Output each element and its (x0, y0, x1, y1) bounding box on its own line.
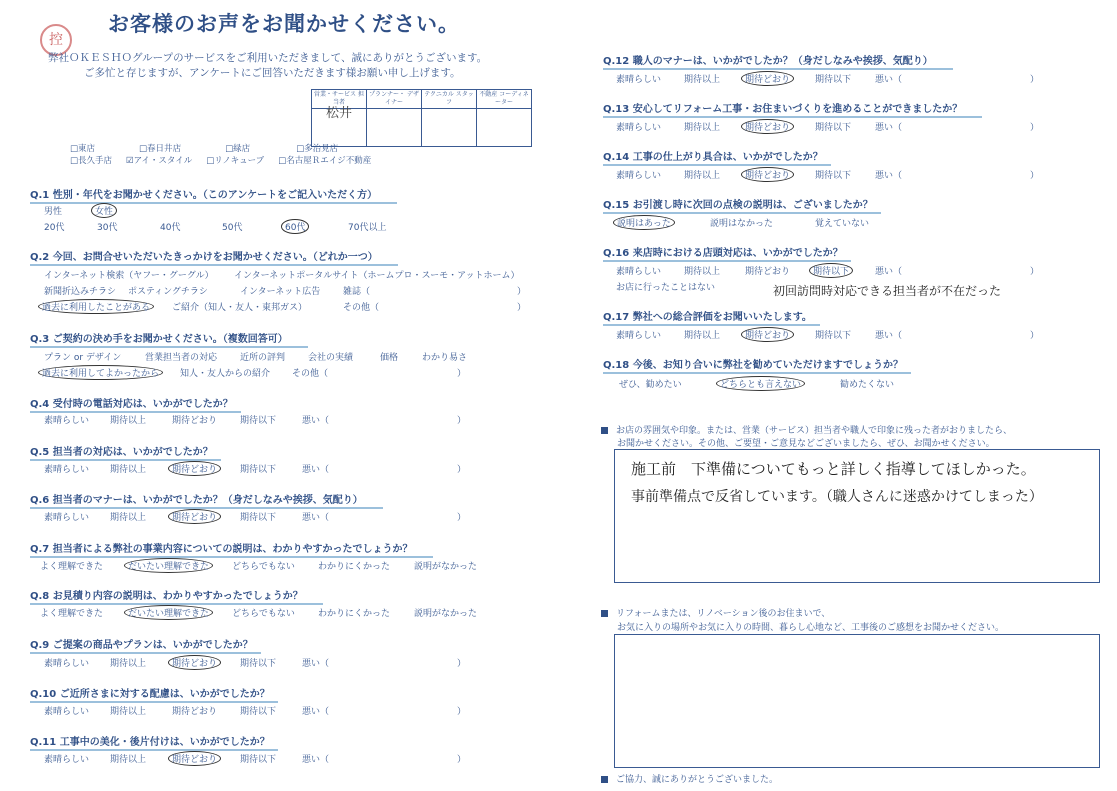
explain-option[interactable]: わかりにくかった (318, 562, 391, 572)
rating-option[interactable]: 期待以上 (110, 755, 147, 765)
question-4: Q.4 受付時の電話対応は、いかがでしたか？ (30, 395, 233, 410)
after-renovation-comment-box[interactable] (614, 634, 1100, 768)
close-paren: ） (517, 303, 527, 313)
option-reason[interactable]: プラン or デザイン (44, 353, 122, 363)
rating-option[interactable]: 期待以上 (110, 513, 147, 523)
rating-option[interactable]: 素晴らしい (44, 416, 90, 426)
question-13: Q.13 安心してリフォーム工事・お住まいづくりを進めることができましたか？ (603, 100, 962, 115)
rating-option[interactable]: 悪い（ (302, 707, 330, 717)
rating-option[interactable]: 期待以上 (684, 267, 721, 277)
question-3: Q.3 ご契約の決め手をお聞かせください。（複数回答可） (30, 330, 288, 345)
question-9: Q.9 ご提案の商品やプランは、いかがでしたか？ (30, 636, 253, 651)
close-paren: ） (517, 287, 527, 297)
intro-line-2: ご多忙と存じますが、アンケートにご回答いただきます様お願い申し上げます。 (84, 67, 461, 79)
option-reason[interactable]: 近所の評判 (240, 353, 286, 363)
staff-header-planner: プランナー・ デザイナー (367, 90, 422, 109)
question-1: Q.1 性別・年代をお聞かせください。（このアンケートをご記入いただく方） (30, 186, 377, 201)
option-age[interactable]: 30代 (97, 223, 118, 233)
store-option[interactable]: □春日井店 (139, 144, 182, 154)
rating-option[interactable]: 期待以下 (815, 123, 852, 133)
close-paren: ） (457, 707, 467, 717)
explain-option[interactable]: どちらでもない (232, 609, 295, 619)
option-recommend-circled[interactable]: どちらとも言えない (716, 376, 805, 391)
option-reason[interactable]: 価格 (380, 353, 399, 363)
seal-text: 控 (49, 32, 63, 48)
option-source[interactable]: ポスティングチラシ (128, 287, 208, 297)
question-14: Q.14 工事の仕上がり具合は、いかがでしたか？ (603, 148, 823, 163)
rating-option[interactable]: 期待以下 (815, 75, 852, 85)
explain-option[interactable]: よく理解できた (40, 562, 104, 572)
rating-option[interactable]: 素晴らしい (616, 75, 662, 85)
store-option[interactable]: □長久手店 (70, 156, 113, 166)
rating-option-circled[interactable]: 期待どおり (741, 71, 794, 86)
rating-option[interactable]: 素晴らしい (44, 755, 90, 765)
close-paren: ） (457, 369, 467, 379)
after-label-2: お気に入りの場所やお気に入りの時間、暮らし心地など、工事後のご感想をお聞かせください。 (617, 623, 1005, 633)
rating-option-circled[interactable]: 期待どおり (168, 655, 221, 670)
rating-option[interactable]: 期待以上 (110, 465, 147, 475)
rating-option[interactable]: 悪い（ (302, 465, 330, 475)
option-source[interactable]: インターネットポータルサイト（ホームプロ・スーモ・アットホーム） (234, 271, 520, 281)
square-bullet-icon (601, 427, 608, 434)
rating-option[interactable]: 期待以下 (240, 465, 277, 475)
option-reason[interactable]: その他（ (292, 369, 329, 379)
intro-line-1: 弊社ＯＫＥＳＨＯグループのサービスをご利用いただきまして、誠にありがとうございます。 (48, 52, 488, 64)
explain-option-circled[interactable]: だいたい理解できた (124, 605, 213, 620)
question-11: Q.11 工事中の美化・後片付けは、いかがでしたか？ (30, 733, 270, 748)
option-never-visited[interactable]: お店に行ったことはない (616, 283, 716, 293)
staff-planner-name[interactable] (367, 109, 422, 147)
close-paren: ） (457, 755, 467, 765)
explain-option[interactable]: 説明がなかった (414, 609, 478, 619)
question-10: Q.10 ご近所さまに対する配慮は、いかがでしたか？ (30, 685, 270, 700)
rating-option[interactable]: 期待以下 (815, 331, 852, 341)
rating-option[interactable]: 素晴らしい (616, 123, 662, 133)
option-inspection[interactable]: 覚えていない (815, 219, 870, 229)
rating-option-circled[interactable]: 期待どおり (741, 167, 794, 182)
rating-option[interactable]: 悪い（ (302, 659, 330, 669)
impression-label-1: お店の雰囲気や印象。または、営業（サービス）担当者や職人で印象に残った者がおりましたら、 (601, 423, 1012, 436)
store-option[interactable]: □東店 (70, 144, 96, 154)
rating-option[interactable]: 悪い（ (302, 416, 330, 426)
rating-option-circled[interactable]: 期待どおり (741, 119, 794, 134)
staff-header-realestate: 不動産 コーディネーター (477, 90, 532, 109)
close-paren: ） (457, 416, 467, 426)
rating-option[interactable]: 期待以下 (240, 659, 277, 669)
rating-option-circled[interactable]: 期待どおり (168, 509, 221, 524)
option-reason-circled[interactable]: 過去に利用してよかったから (38, 365, 163, 380)
rating-option[interactable]: 期待以下 (240, 416, 277, 426)
q16-handwritten-comment: 初回訪問時対応できる担当者が不在だった (773, 284, 1002, 298)
rating-option[interactable]: 素晴らしい (44, 707, 90, 717)
option-source[interactable]: その他（ (343, 303, 380, 313)
option-source[interactable]: ご紹介（知人・友人・東邦ガス） (172, 303, 308, 313)
rating-option[interactable]: 素晴らしい (616, 331, 662, 341)
comment-line-1: 施工前 下準備についてもっと詳しく指導してほしかった。 (631, 460, 1036, 478)
square-bullet-icon (601, 610, 608, 617)
square-bullet-icon (601, 776, 608, 783)
option-male[interactable]: 男性 (44, 207, 63, 217)
close-paren: ） (1030, 75, 1040, 85)
rating-option-circled[interactable]: 期待どおり (168, 751, 221, 766)
option-recommend[interactable]: ぜひ、勧めたい (619, 380, 682, 390)
staff-sales-name[interactable]: 松井 (312, 109, 367, 147)
rating-option[interactable]: 期待以上 (110, 659, 147, 669)
question-5: Q.5 担当者の対応は、いかがでしたか？ (30, 443, 213, 458)
rating-option-circled[interactable]: 期待どおり (741, 327, 794, 342)
rating-option[interactable]: 期待以上 (110, 707, 147, 717)
rating-option[interactable]: 悪い（ (875, 171, 903, 181)
rating-option-circled[interactable]: 期待どおり (168, 461, 221, 476)
close-paren: ） (1030, 171, 1040, 181)
staff-realestate-name[interactable] (477, 109, 532, 147)
option-female-circled[interactable]: 女性 (91, 203, 117, 218)
page-title: お客様のお声をお聞かせください。 (108, 12, 460, 36)
rating-option[interactable]: 素晴らしい (44, 465, 90, 475)
impression-comment-box[interactable] (614, 449, 1100, 583)
explain-option-circled[interactable]: だいたい理解できた (124, 558, 213, 573)
question-2: Q.2 今回、お問合せいただいたきっかけをお聞かせください。（どれか一つ） (30, 248, 378, 263)
question-17: Q.17 弊社への総合評価をお聞いいたします。 (603, 308, 812, 323)
rating-option[interactable]: 素晴らしい (44, 659, 90, 669)
staff-table (311, 89, 532, 147)
question-8: Q.8 お見積り内容の説明は、わかりやすかったでしょうか？ (30, 587, 303, 602)
close-paren: ） (1030, 267, 1040, 277)
option-source[interactable]: 新聞折込みチラシ (44, 287, 117, 297)
after-label-1: リフォームまたは、リノベーション後のお住まいで、 (601, 606, 830, 619)
option-reason[interactable]: わかり易さ (422, 353, 468, 363)
option-age-circled[interactable]: 60代 (281, 219, 309, 234)
rating-option[interactable]: 期待以上 (110, 416, 147, 426)
option-age[interactable]: 40代 (160, 223, 181, 233)
rating-option[interactable]: 期待どおり (172, 707, 218, 717)
store-option[interactable]: ☑アイ・スタイル (126, 156, 193, 166)
option-reason[interactable]: 営業担当者の対応 (145, 353, 218, 363)
close-paren: ） (1030, 123, 1040, 133)
question-7: Q.7 担当者による弊社の事業内容についての説明は、わかりやすかったでしょうか？ (30, 540, 413, 555)
rating-option[interactable]: 期待以下 (240, 707, 277, 717)
rating-option[interactable]: 素晴らしい (44, 513, 90, 523)
option-reason[interactable]: 会社の実績 (308, 353, 354, 363)
rating-option[interactable]: 悪い（ (875, 123, 903, 133)
rating-option[interactable]: 期待以上 (684, 171, 721, 181)
rating-option[interactable]: 期待以下 (240, 513, 277, 523)
option-inspection[interactable]: 説明はなかった (710, 219, 774, 229)
rating-option[interactable]: 期待どおり (745, 267, 791, 277)
rating-option[interactable]: 期待以上 (684, 123, 721, 133)
question-16: Q.16 来店時における店頭対応は、いかがでしたか？ (603, 244, 843, 259)
rating-option-circled[interactable]: 期待以下 (809, 263, 853, 278)
question-12: Q.12 職人のマナーは、いかがでしたか？（身だしなみや挨拶、気配り） (603, 52, 933, 67)
rating-option[interactable]: 期待以上 (684, 75, 721, 85)
staff-header-technical: テクニカル スタッフ (422, 90, 477, 109)
rating-option[interactable]: 悪い（ (302, 513, 330, 523)
rating-option[interactable]: 悪い（ (302, 755, 330, 765)
option-age[interactable]: 50代 (222, 223, 243, 233)
comment-line-2: 事前準備点で反省しています。（職人さんに迷惑かけてしまった） (631, 489, 1043, 505)
explain-option[interactable]: よく理解できた (40, 609, 104, 619)
rating-option[interactable]: 期待以上 (684, 331, 721, 341)
option-source[interactable]: 雑誌（ (343, 287, 371, 297)
staff-header-sales: 営業・サービス 担当者 (312, 90, 367, 109)
rating-option[interactable]: 悪い（ (875, 75, 903, 85)
question-18: Q.18 今後、お知り合いに弊社を勧めていただけますでしょうか？ (603, 356, 903, 371)
option-source[interactable]: インターネット広告 (240, 287, 321, 297)
option-age[interactable]: 20代 (44, 223, 65, 233)
option-age[interactable]: 70代以上 (348, 223, 387, 233)
option-recommend[interactable]: 勧めたくない (840, 380, 895, 390)
question-6: Q.6 担当者のマナーは、いかがでしたか？（身だしなみや挨拶、気配り） (30, 491, 363, 506)
option-source-circled[interactable]: 過去に利用したことがある (38, 299, 154, 314)
rating-option[interactable]: 悪い（ (875, 331, 903, 341)
close-paren: ） (457, 513, 467, 523)
explain-option[interactable]: 説明がなかった (414, 562, 478, 572)
store-option[interactable]: □リノキューブ (206, 156, 265, 166)
store-option[interactable]: □多治見店 (296, 144, 339, 154)
store-option[interactable]: □名古屋Ｒエイジ不動産 (278, 156, 372, 166)
close-paren: ） (457, 659, 467, 669)
close-paren: ） (457, 465, 467, 475)
rating-option[interactable]: 期待どおり (172, 416, 218, 426)
rating-option[interactable]: 素晴らしい (616, 171, 662, 181)
impression-label-2: お聞かせください。その他、ご要望・ご意見などございましたら、ぜひ、お聞かせください。 (617, 439, 995, 449)
option-inspection-circled[interactable]: 説明はあった (613, 215, 675, 230)
thanks-note: ご協力、誠にありがとうございました。 (601, 772, 778, 785)
rating-option[interactable]: 期待以下 (815, 171, 852, 181)
staff-technical-name[interactable] (422, 109, 477, 147)
question-15: Q.15 お引渡し時に次回の点検の説明は、ございましたか？ (603, 196, 873, 211)
store-option[interactable]: □緑店 (225, 144, 251, 154)
close-paren: ） (1030, 331, 1040, 341)
option-source[interactable]: インターネット検索（ヤフー・グーグル） (44, 271, 214, 281)
rating-option[interactable]: 素晴らしい (616, 267, 662, 277)
explain-option[interactable]: どちらでもない (232, 562, 295, 572)
rating-option[interactable]: 悪い（ (875, 267, 903, 277)
explain-option[interactable]: わかりにくかった (318, 609, 391, 619)
option-reason[interactable]: 知人・友人からの紹介 (180, 369, 271, 379)
rating-option[interactable]: 期待以下 (240, 755, 277, 765)
store-checklist (70, 143, 385, 167)
